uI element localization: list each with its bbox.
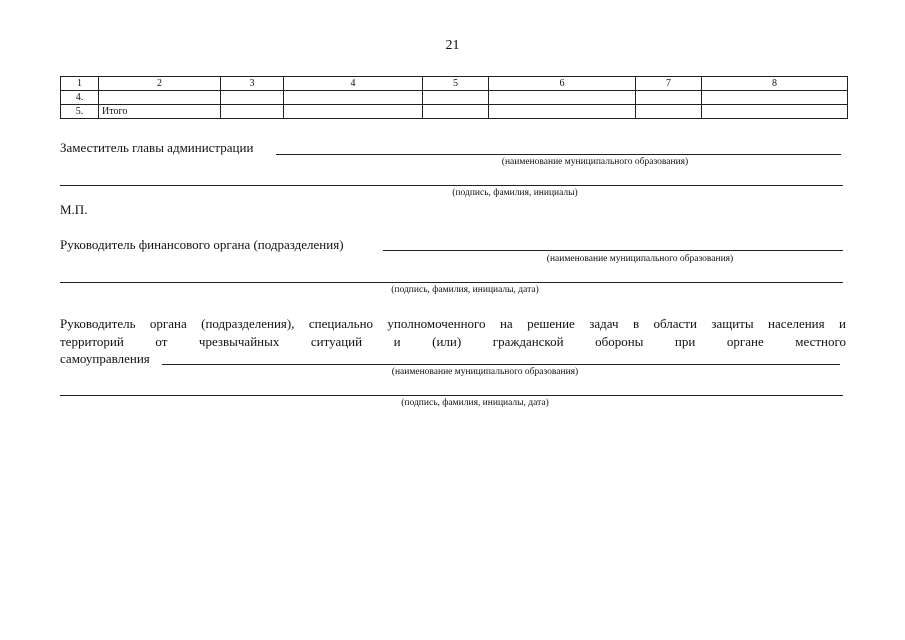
table-row (61, 91, 848, 105)
deputy-sign-line (60, 185, 843, 186)
table-header-cell: 3 (221, 77, 284, 91)
table-cell: 5. (61, 105, 99, 119)
deputy-name-line (276, 154, 841, 155)
table-header-cell: 8 (702, 77, 848, 91)
table-cell (702, 91, 848, 105)
emergency-name-line (162, 364, 840, 365)
table-cell (221, 91, 284, 105)
table-header-row (61, 77, 848, 91)
finance-name-caption: (наименование муниципального образования) (546, 254, 734, 264)
emergency-paragraph (60, 315, 846, 351)
finance-name-line (383, 250, 843, 251)
table-cell (489, 105, 636, 119)
deputy-label: Заместитель главы администрации (60, 140, 254, 155)
table-row (61, 105, 848, 119)
table-header-cell: 7 (636, 77, 702, 91)
table-cell: 4. (61, 91, 99, 105)
table-header-cell: 1 (61, 77, 99, 91)
stamp-label: М.П. (60, 202, 88, 217)
table-cell (636, 91, 702, 105)
table-cell (423, 91, 489, 105)
finance-sign-line (60, 282, 843, 283)
table-cell: Итого (99, 105, 221, 119)
summary-table (60, 76, 848, 119)
deputy-sign-caption: (подпись, фамилия, инициалы) (452, 188, 578, 198)
table-header-cell: 5 (423, 77, 489, 91)
table-cell (702, 105, 848, 119)
table-header-cell: 6 (489, 77, 636, 91)
table-cell (284, 105, 423, 119)
finance-label: Руководитель финансового органа (подразделения) (60, 237, 344, 252)
finance-sign-caption: (подпись, фамилия, инициалы, дата) (391, 285, 539, 295)
table-cell (489, 91, 636, 105)
deputy-name-caption: (наименование муниципального образования) (501, 157, 689, 167)
emergency-sign-caption: (подпись, фамилия, инициалы, дата) (401, 398, 549, 408)
table-cell (423, 105, 489, 119)
emergency-text-line: самоуправления (60, 351, 150, 366)
table-header-cell: 4 (284, 77, 423, 91)
table-cell (99, 91, 221, 105)
table-cell (284, 91, 423, 105)
emergency-name-caption: (наименование муниципального образования) (391, 367, 579, 377)
emergency-sign-line (60, 395, 843, 396)
page-number: 21 (445, 38, 460, 53)
table-header-cell: 2 (99, 77, 221, 91)
emergency-text-line: территорий от чрезвычайных ситуаций и (или) гражданской обороны при органе местного (60, 334, 846, 349)
emergency-text-line: Руководитель органа (подразделения), специально уполномоченного на решение задач в области защиты населения и (60, 316, 846, 331)
table-cell (636, 105, 702, 119)
table-cell (221, 105, 284, 119)
